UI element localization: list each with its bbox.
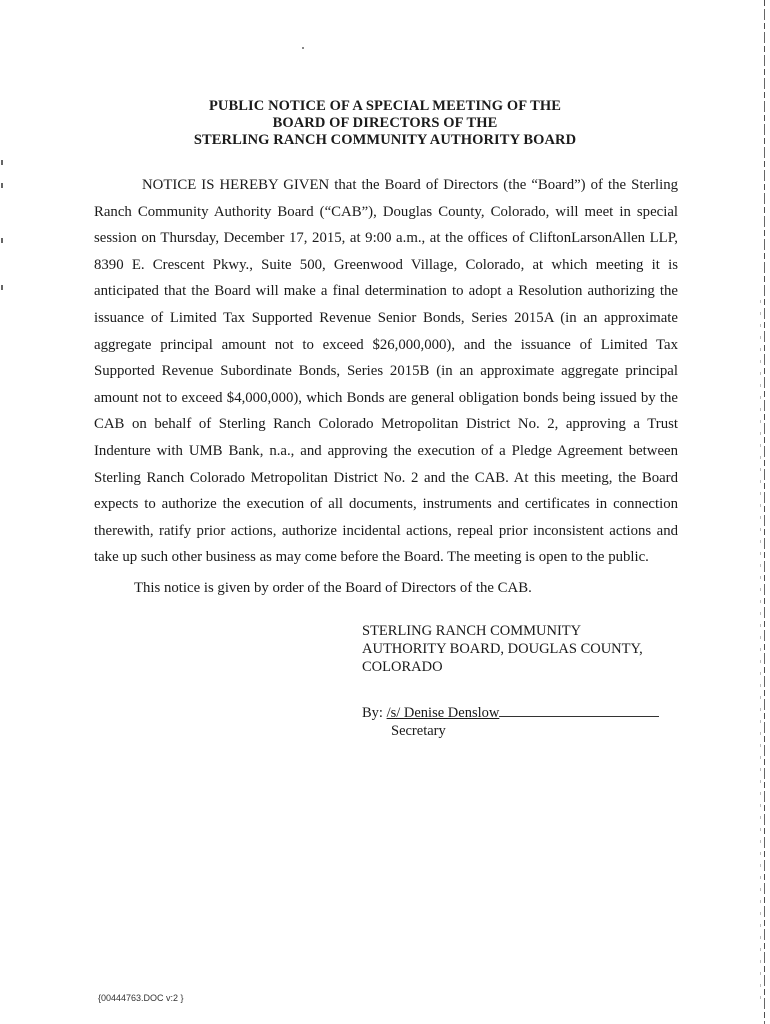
title-line-1: PUBLIC NOTICE OF A SPECIAL MEETING OF THE bbox=[208, 98, 562, 114]
notice-title bbox=[120, 98, 650, 149]
scan-left-tick bbox=[1, 238, 3, 243]
notice-body-paragraph: NOTICE IS HEREBY GIVEN that the Board of Directors (the “Board”) of the Sterling Ranch Community Authority Board (“CAB”), Douglas County, Colorado, will meet in special session on Thursday, December 17, 2015, at 9:00 a.m., at the offices of CliftonLarsonAllen LLP, 8390 E. Crescent Pkwy., Suite 500, Greenwood Village, Colorado, at which meeting it is anticipated that the Board will make a final determination to adopt a Resolution authorizing the issuance of Limited Tax Supported Revenue Senior Bonds, Series 2015A (in an approximate aggregate principal amount not to exceed $26,000,000), and the issuance of Limited Tax Supported Revenue Subordinate Bonds, Series 2015B (in an approximate aggregate principal amount not to exceed $4,000,000), which Bonds are general obligation bonds being issued by the CAB on behalf of Sterling Ranch Colorado Metropolitan District No. 2, approving a Trust Indenture with UMB Bank, n.a., and approving the execution of a Pledge Agreement between Sterling Ranch Colorado Metropolitan District No. 2 and the CAB. At this meeting, the Board expects to authorize the execution of all documents, instruments and certificates in connection therewith, ratify prior actions, authorize incidental actions, repeal prior inconsistent actions and take up such other business as may come before the Board. The meeting is open to the public. bbox=[94, 177, 678, 566]
entity-line-2: AUTHORITY BOARD, DOUGLAS COUNTY, bbox=[362, 641, 643, 657]
by-label: By: bbox=[362, 705, 383, 721]
scan-left-tick bbox=[1, 285, 3, 290]
signer-title: Secretary bbox=[391, 723, 446, 739]
entity-line-3: COLORADO bbox=[362, 659, 443, 675]
scan-speck bbox=[302, 47, 304, 49]
title-line-3: STERLING RANCH COMMUNITY AUTHORITY BOARD bbox=[193, 132, 577, 148]
document-footer-code: {00444763.DOC v:2 } bbox=[98, 993, 184, 1003]
scan-edge-artifact-faint bbox=[760, 300, 761, 1000]
signer-name: /s/ Denise Denslow bbox=[386, 705, 500, 721]
scan-edge-artifact bbox=[764, 0, 765, 1024]
title-line-2: BOARD OF DIRECTORS OF THE bbox=[272, 115, 498, 131]
entity-line-1: STERLING RANCH COMMUNITY bbox=[362, 623, 582, 639]
signature-rule bbox=[499, 704, 659, 717]
signature-line bbox=[362, 704, 659, 722]
signature-entity bbox=[362, 622, 643, 676]
scan-left-tick bbox=[1, 160, 3, 165]
scan-left-tick bbox=[1, 183, 3, 188]
order-paragraph: This notice is given by order of the Board of Directors of the CAB. bbox=[134, 580, 532, 596]
